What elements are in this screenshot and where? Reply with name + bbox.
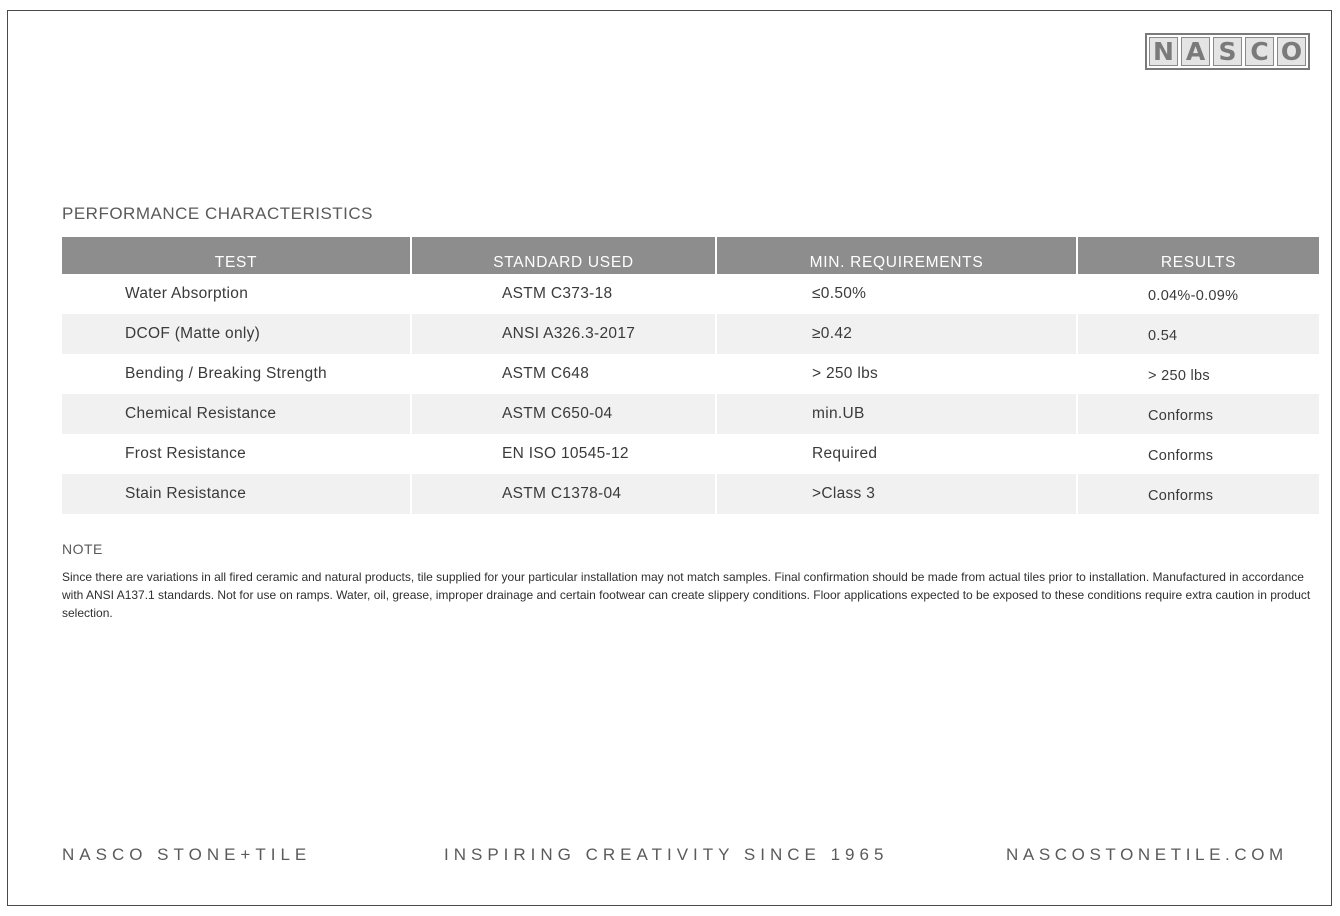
result-cell: Conforms [1077, 474, 1319, 514]
min-requirement-cell: >Class 3 [716, 474, 1077, 514]
table-header-row [62, 237, 1319, 274]
table-row [62, 274, 1319, 314]
result-cell: Conforms [1077, 394, 1319, 434]
test-cell: Frost Resistance [62, 434, 411, 474]
logo-letter: C [1245, 37, 1274, 66]
logo-letter: O [1277, 37, 1306, 66]
logo-letter: S [1213, 37, 1242, 66]
min-requirement-cell: ≤0.50% [716, 274, 1077, 314]
table-row [62, 434, 1319, 474]
logo-letter: N [1149, 37, 1178, 66]
table-row [62, 394, 1319, 434]
table-row [62, 314, 1319, 354]
standard-cell: EN ISO 10545-12 [411, 434, 716, 474]
test-cell: Chemical Resistance [62, 394, 411, 434]
header-standard: STANDARD USED [411, 237, 716, 274]
note-text: Since there are variations in all fired ceramic and natural products, tile supplied for your particular installation may not match samples. Final confirmation should be made from actual tiles prior to installation. Manufactured in accordance with ANSI A137.1 standards. Not for use on ramps. Water, oil, grease, improper drainage and certain footwear can create slippery conditions. Floor applications expected to be exposed to these conditions require extra caution in product selection. [62, 570, 1311, 620]
performance-table [62, 237, 1319, 514]
result-cell: 0.04%-0.09% [1148, 288, 1239, 304]
standard-cell: ASTM C648 [411, 354, 716, 394]
nasco-logo [1145, 33, 1310, 70]
table-row [62, 354, 1319, 394]
min-requirement-cell: Required [716, 434, 1077, 474]
footer-brand: NASCO STONE+TILE [62, 845, 312, 864]
test-cell: Bending / Breaking Strength [62, 354, 411, 394]
test-cell: Stain Resistance [62, 474, 411, 514]
standard-cell: ASTM C650-04 [411, 394, 716, 434]
footer-website: NASCOSTONETILE.COM [1006, 845, 1288, 864]
min-requirement-cell: min.UB [716, 394, 1077, 434]
standard-cell: ANSI A326.3-2017 [411, 314, 716, 354]
table-row [62, 474, 1319, 514]
note-title: NOTE [62, 541, 103, 557]
header-results: RESULTS [1077, 237, 1319, 274]
min-requirement-cell: > 250 lbs [716, 354, 1077, 394]
result-cell: 0.54 [1077, 314, 1319, 354]
header-min-requirements: MIN. REQUIREMENTS [716, 237, 1077, 274]
result-cell: > 250 lbs [1148, 368, 1210, 384]
standard-cell: ASTM C1378-04 [411, 474, 716, 514]
test-cell: DCOF (Matte only) [62, 314, 411, 354]
min-requirement-cell: ≥0.42 [716, 314, 1077, 354]
section-title: PERFORMANCE CHARACTERISTICS [62, 204, 374, 223]
logo-letter: A [1181, 37, 1210, 66]
footer-tagline: INSPIRING CREATIVITY SINCE 1965 [444, 845, 889, 864]
standard-cell: ASTM C373-18 [411, 274, 716, 314]
test-cell: Water Absorption [62, 274, 411, 314]
header-test: TEST [62, 237, 411, 274]
result-cell: Conforms [1148, 448, 1214, 464]
